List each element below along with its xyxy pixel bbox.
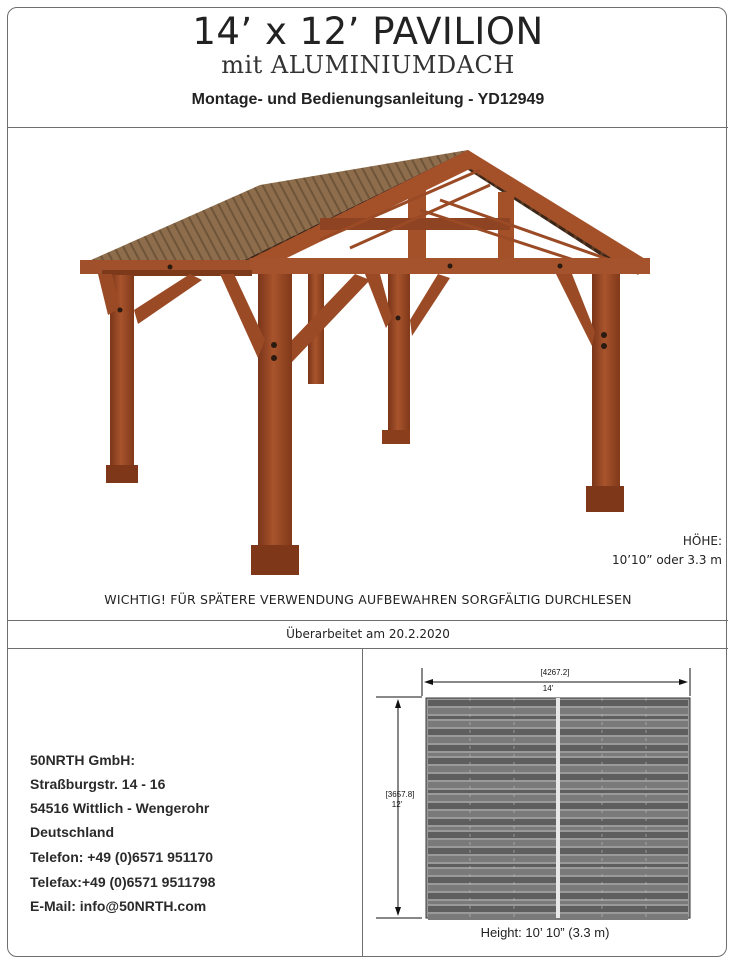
revision-date: Überarbeitet am 20.2.2020 — [286, 627, 450, 641]
plan-width-ft: 14' — [542, 684, 554, 693]
plan-depth-ft: 12' — [391, 800, 403, 809]
divider-header — [7, 127, 728, 128]
height-label: HÖHE: — [682, 534, 722, 548]
contact-email: E-Mail: info@50NRTH.com — [30, 898, 207, 914]
post-back-right — [388, 274, 410, 439]
manual-title: Montage- und Bedienungsanleitung - YD12949 — [191, 91, 545, 108]
contact-city: 54516 Wittlich - Wengerohr — [30, 800, 210, 816]
contact-street: Straßburgstr. 14 - 16 — [30, 776, 166, 792]
contact-fax: Telefax:+49 (0)6571 9511798 — [30, 874, 216, 890]
roof-plan-diagram — [370, 660, 710, 920]
plan-caption: Height: 10’ 10” (3.3 m) — [480, 925, 610, 940]
divider-vertical — [362, 648, 363, 957]
page-subtitle: mit ALUMINIUMDACH — [221, 51, 515, 79]
important-notice: WICHTIG! FÜR SPÄTERE VERWENDUNG AUFBEWAHREN SORGFÄLTIG DURCHLESEN — [104, 592, 632, 607]
roof-panels — [426, 698, 690, 920]
plan-depth-mm: [3657.8] — [385, 790, 415, 799]
contact-block — [30, 748, 215, 918]
contact-phone: Telefon: +49 (0)6571 951170 — [30, 849, 214, 865]
height-annotation — [562, 532, 722, 570]
pavilion-illustration — [20, 140, 720, 580]
plan-width-mm: [4267.2] — [540, 668, 570, 677]
contact-country: Deutschland — [30, 824, 115, 840]
post-front-right — [592, 274, 620, 494]
post-front-main — [258, 274, 292, 554]
contact-company: 50NRTH GmbH: — [30, 752, 136, 768]
page-title: 14’ x 12’ PAVILION — [192, 10, 544, 53]
height-value: 10’10” oder 3.3 m — [611, 553, 722, 567]
divider-notice — [7, 620, 728, 621]
divider-revision — [7, 648, 728, 649]
